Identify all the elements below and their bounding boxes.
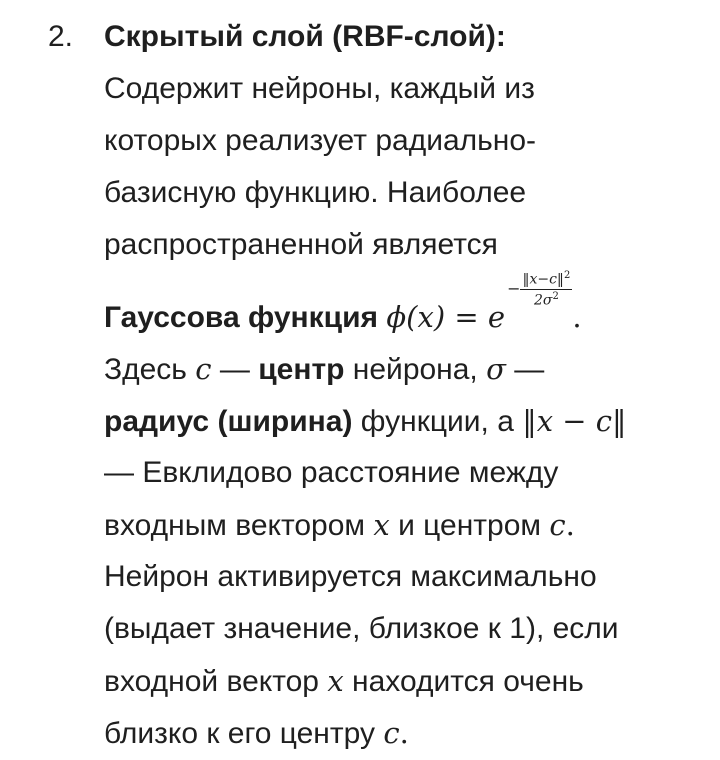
heading-line: [104, 11, 704, 63]
item-heading: Скрытый слой (RBF-слой):: [104, 20, 506, 53]
math-x: x: [327, 664, 344, 698]
text-span: нейрона,: [344, 353, 487, 386]
text-span: находится очень: [343, 665, 584, 698]
text-line: (выдает значение, близкое к 1), если: [104, 612, 619, 645]
text-line: Содержит нейроны, каждый из: [104, 72, 535, 105]
formula-line: [104, 271, 704, 343]
numerator-text: ‖x−c‖: [522, 271, 564, 288]
formula-exponent: [507, 271, 572, 307]
text-line: [104, 395, 704, 447]
text-line: [104, 499, 704, 551]
math-c: c: [549, 508, 566, 542]
math-norm: ‖x − c‖: [522, 404, 627, 438]
math-x: x: [373, 508, 390, 542]
text-line: распространенной является: [104, 228, 498, 261]
text-span: Здесь: [104, 353, 196, 386]
math-c: c: [195, 352, 212, 386]
numerator-power: 2: [563, 270, 571, 281]
text-span: .: [565, 508, 575, 542]
math-c: c: [383, 716, 400, 750]
denominator-text: 2σ: [533, 292, 553, 309]
term-radius: радиус (ширина): [104, 405, 353, 438]
math-sigma: σ: [486, 352, 506, 386]
text-span: —: [505, 353, 545, 386]
denominator-power: 2: [552, 290, 559, 302]
text-line: — Евклидово расстояние между: [104, 456, 559, 489]
text-line: [104, 343, 704, 395]
exponent-numerator: [520, 271, 572, 290]
text-line: Нейрон активируется максимально: [104, 560, 597, 593]
formula-lhs: ϕ(x) = e: [386, 300, 506, 335]
term-center: центр: [258, 353, 345, 386]
text-line: [104, 707, 704, 759]
text-span: и центром: [389, 509, 550, 542]
text-span: функции, а: [352, 405, 523, 438]
formula-end: .: [572, 300, 582, 335]
text-span: —: [211, 353, 259, 386]
text-line: базисную функцию. Наиболее: [104, 176, 527, 209]
text-span: входной вектор: [104, 665, 328, 698]
exponent-denominator: [520, 290, 572, 308]
text-line: [104, 655, 704, 707]
list-number: 2.: [48, 20, 74, 53]
text-line: которых реализует радиально-: [104, 124, 537, 157]
list-item-body: [104, 11, 704, 759]
gauss-label: Гауссова функция: [104, 301, 379, 335]
exponent-minus: −: [507, 279, 521, 299]
text-span: .: [399, 716, 409, 750]
text-span: входным вектором: [104, 509, 374, 542]
text-span: близко к его центру: [104, 717, 384, 750]
exponent-fraction: [520, 271, 572, 307]
